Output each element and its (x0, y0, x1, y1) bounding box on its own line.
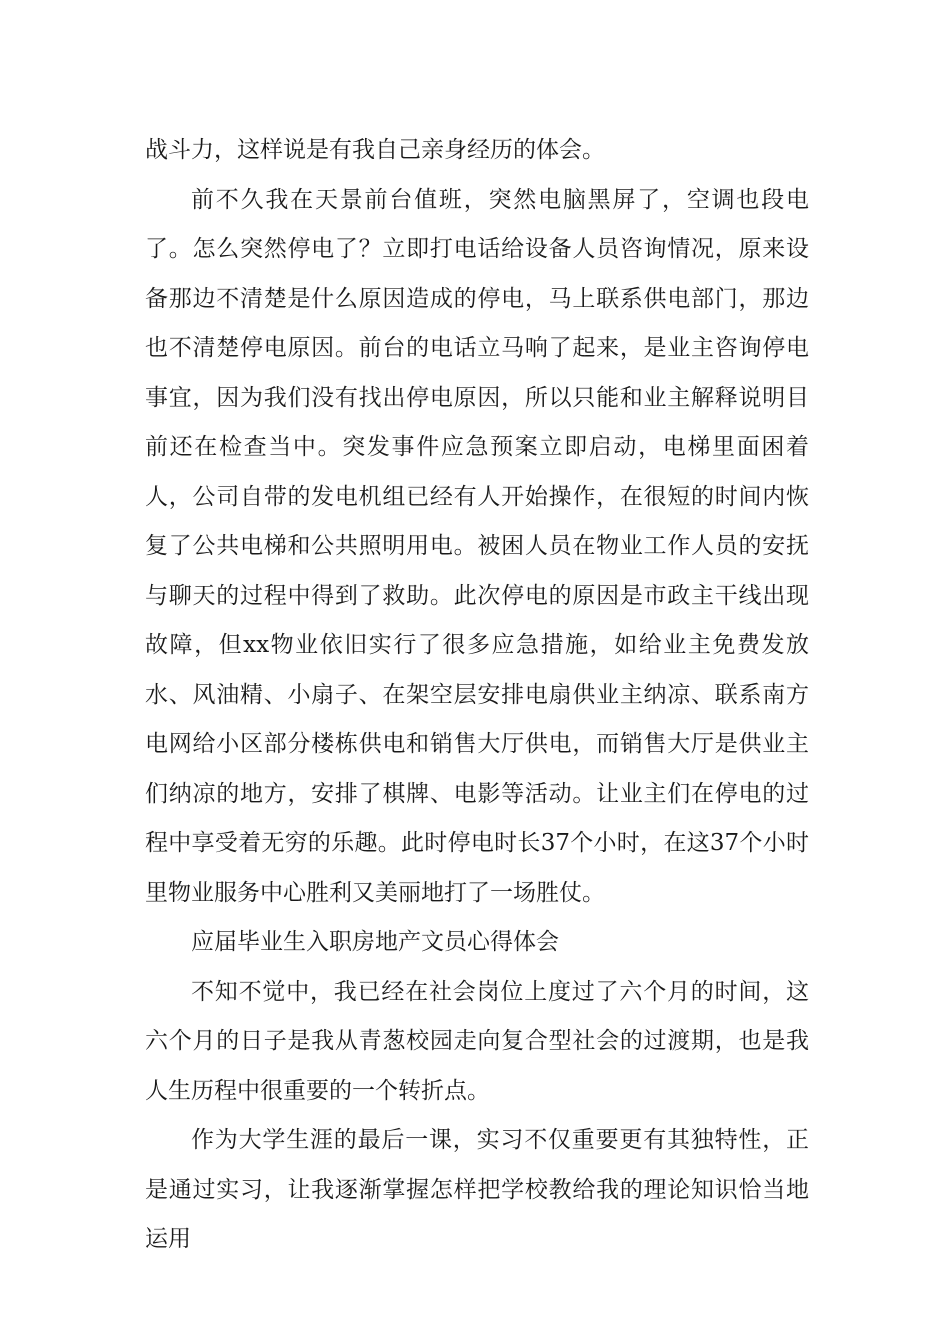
section-heading: 应届毕业生入职房地产文员心得体会 (191, 929, 559, 955)
paragraph-power-outage: 前不久我在天景前台值班，突然电脑黑屏了，空调也段电了。怎么突然停电了？立即打电话给设备人员咨询情况，原来设备那边不清楚是什么原因造成的停电，马上联系供电部门，那边也不清楚停电原因。前台的电话立马响了起来，是业主咨询停电事宜，因为我们没有找出停电原因，所以只能和业主解释说明目前还在检查当中。突发事件应急预案立即启动，电梯里面困着人，公司自带的发电机组已经有人开始操作，在很短的时间内恢复了公共电梯和公共照明用电。被困人员在物业工作人员的安抚与聊天的过程中得到了救助。此次停电的原因是市政主干线出现故障，但xx物业依旧实行了很多应急措施，如给业主免费发放水、风油精、小扇子、在架空层安排电扇供业主纳凉、联系南方电网给小区部分楼栋供电和销售大厅供电，而销售大厅是供业主们纳凉的地方，安排了棋牌、电影等活动。让业主们在停电的过程中享受着无穷的乐趣。此时停电时长37个小时，在这37个小时里物业服务中心胜利又美丽地打了一场胜仗。 (145, 186, 809, 906)
paragraph-six-months: 不知不觉中，我已经在社会岗位上度过了六个月的时间，这六个月的日子是我从青葱校园走向复合型社会的过渡期，也是我人生历程中很重要的一个转折点。 (145, 978, 809, 1104)
document-body (145, 126, 809, 1265)
paragraph-continuation: 战斗力，这样说是有我自己亲身经历的体会。 (145, 137, 605, 163)
paragraph-internship: 作为大学生涯的最后一课，实习不仅重要更有其独特性，正是通过实习，让我逐渐掌握怎样把学校教给我的理论知识恰当地运用 (145, 1127, 809, 1252)
